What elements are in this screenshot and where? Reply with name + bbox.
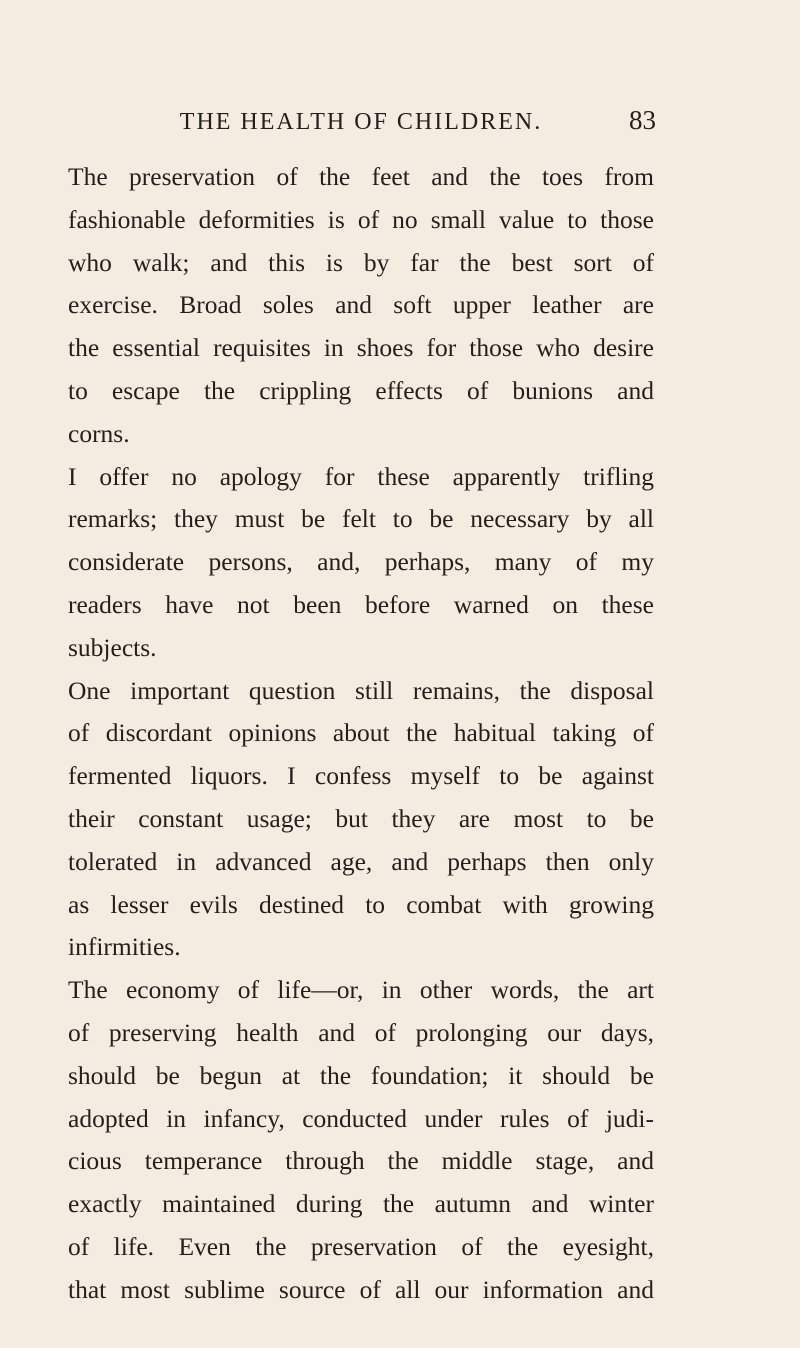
page-number: 83 xyxy=(629,105,656,135)
text-line: considerate persons, and, perhaps, many of my xyxy=(68,547,654,577)
text-line: their constant usage; but they are most to be xyxy=(68,803,654,833)
body-text xyxy=(68,156,654,1312)
text-line: tolerated in advanced age, and perhaps then only xyxy=(68,846,654,876)
text-line: cious temperance through the middle stage, and xyxy=(68,1146,654,1176)
text-line: that most sublime source of all our information and xyxy=(68,1274,654,1304)
text-line: corns. xyxy=(68,418,130,448)
text-line: of discordant opinions about the habitual taking of xyxy=(68,718,654,748)
text-line: subjects. xyxy=(68,632,157,662)
text-line: the essential requisites in shoes for those who desire xyxy=(68,333,654,363)
text-line: readers have not been before warned on these xyxy=(68,589,654,619)
text-line: fermented liquors. I confess myself to be against xyxy=(68,761,654,791)
running-head xyxy=(68,103,654,143)
text-line: fashionable deformities is of no small value to those xyxy=(68,204,654,234)
text-line: The preservation of the feet and the toes from xyxy=(68,162,654,191)
text-line: The economy of life—or, in other words, the art xyxy=(68,975,654,1005)
text-line: infirmities. xyxy=(68,932,181,962)
text-line: who walk; and this is by far the best sort of xyxy=(68,247,654,277)
text-line: should be begun at the foundation; it should be xyxy=(68,1060,654,1090)
text-line: One important question still remains, the disposal xyxy=(68,675,654,705)
text-line: of preserving health and of prolonging our days, xyxy=(68,1017,654,1047)
text-line: as lesser evils destined to combat with growing xyxy=(68,889,654,919)
text-line: exactly maintained during the autumn and winter xyxy=(68,1189,654,1219)
text-line: I offer no apology for these apparently trifling xyxy=(68,461,654,491)
text-line: adopted in infancy, conducted under rules of judi- xyxy=(68,1103,654,1133)
running-title: THE HEALTH OF CHILDREN. xyxy=(179,109,543,135)
text-line: remarks; they must be felt to be necessary by all xyxy=(68,504,654,534)
text-line: exercise. Broad soles and soft upper leather are xyxy=(68,290,654,320)
text-line: of life. Even the preservation of the eyesight, xyxy=(68,1231,654,1261)
text-line: to escape the crippling effects of bunions and xyxy=(68,375,654,405)
